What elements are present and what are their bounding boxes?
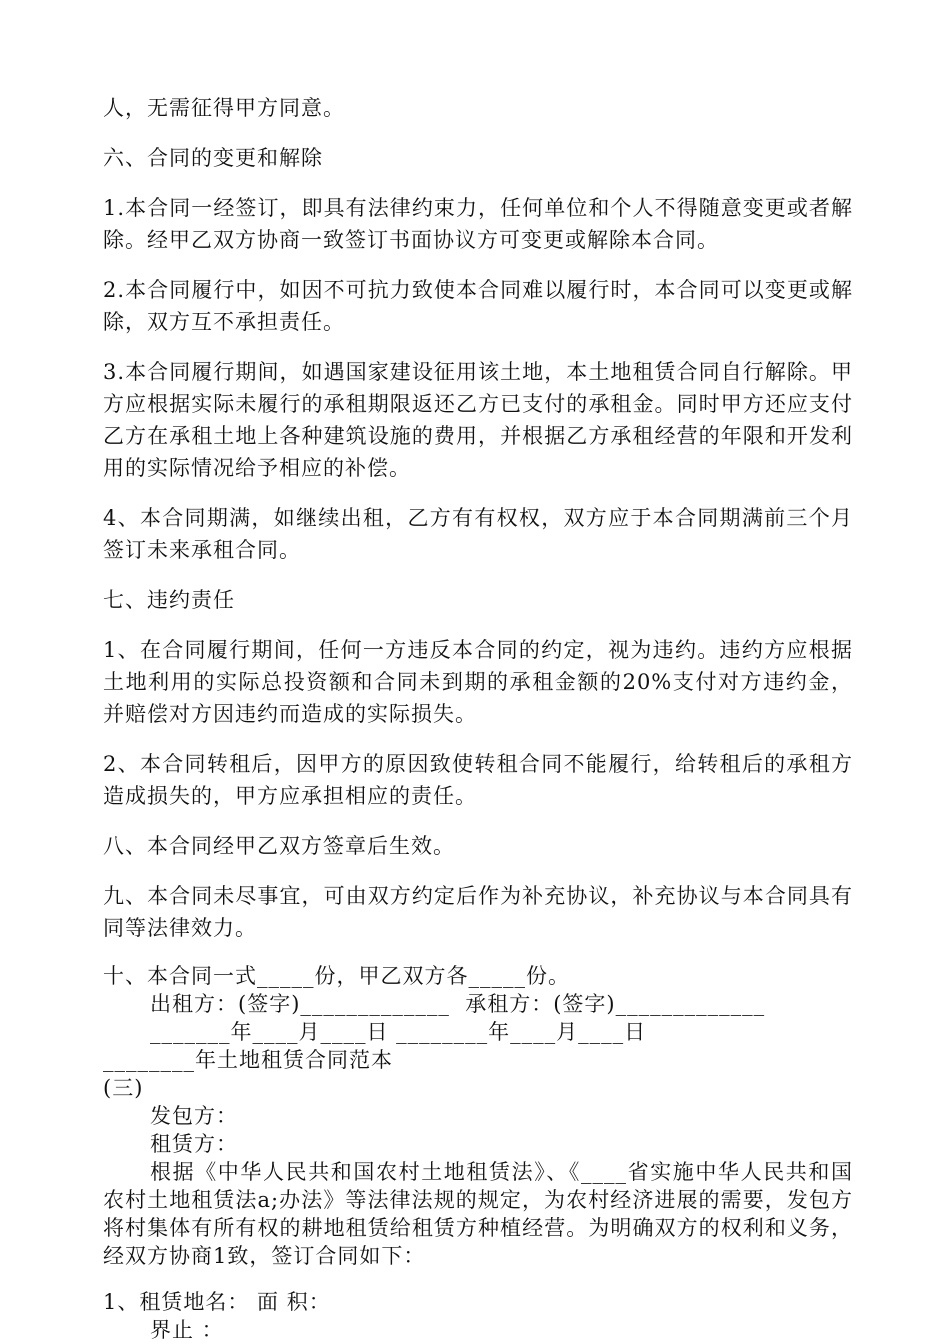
signature-text: 出租方：(签字)_____________ 承租方：(签字)_____________	[150, 992, 766, 1016]
clause-8: 八、本合同经甲乙双方签章后生效。	[103, 834, 455, 858]
date-text: _______年____月____日 ________年____月____日	[150, 1020, 647, 1044]
clause-10-copies: 十、本合同一式_____份，甲乙双方各_____份。	[103, 964, 570, 988]
clause-9: 九、本合同未尽事宜，可由双方约定后作为补充协议，补充协议与本合同具有同等法律效力。	[103, 884, 853, 940]
heading-contract-change: 六、合同的变更和解除	[103, 146, 323, 170]
clause-6-1: 1.本合同一经签订，即具有法律约束力，任何单位和个人不得随意变更或者解除。经甲乙双方协商一致签订书面协议方可变更或解除本合同。	[103, 196, 853, 252]
party-b-label: 租赁方：	[150, 1132, 238, 1156]
document-page	[103, 92, 853, 1344]
clause-6-2: 2.本合同履行中，如因不可抗力致使本合同难以履行时，本合同可以变更或解除，双方互不承担责任。	[103, 278, 853, 334]
clause-7-2: 2、本合同转租后，因甲方的原因致使转租合同不能履行，给转租后的承租方造成损失的，甲方应承担相应的责任。	[103, 752, 853, 808]
paragraph-continuation: 人，无需征得甲方同意。	[103, 96, 345, 120]
clause-7-1: 1、在合同履行期间，任何一方违反本合同的约定，视为违约。违约方应根据土地利用的实际总投资额和合同未到期的承租金额的20%支付对方违约金，并赔偿对方因违约而造成的实际损失。	[103, 638, 853, 726]
heading-liability: 七、违约责任	[103, 588, 235, 612]
date-line	[103, 1018, 853, 1046]
signature-line	[103, 990, 853, 1018]
clause-6-3: 3.本合同履行期间，如遇国家建设征用该土地，本土地租赁合同自行解除。甲方应根据实际未履行的承租期限返还乙方已支付的承租金。同时甲方还应支付乙方在承租土地上各种建筑设施的费用，并根据乙方承租经营的年限和开发利用的实际情况给予相应的补偿。	[103, 360, 853, 480]
preamble-paragraph: 根据《中华人民共和国农村土地租赁法》、《____省实施中华人民共和国农村土地租赁法a;办法》等法律法规的规定，为农村经济进展的需要，发包方将村集体有所有权的耕地租赁给租赁方种植经营。为明确双方的权利和义务，经双方协商1致，签订合同如下：	[103, 1160, 853, 1268]
template-title: ________年土地租赁合同范本	[103, 1048, 393, 1072]
section-label: (三)	[103, 1076, 144, 1100]
party-a-label: 发包方：	[150, 1104, 238, 1128]
boundary-label: 界止 ：	[150, 1318, 224, 1342]
clause-6-4: 4、本合同期满，如继续出租，乙方有有权权，双方应于本合同期满前三个月签订未来承租合同。	[103, 506, 853, 562]
item-1-land-name: 1、租赁地名： 面 积：	[103, 1290, 331, 1314]
